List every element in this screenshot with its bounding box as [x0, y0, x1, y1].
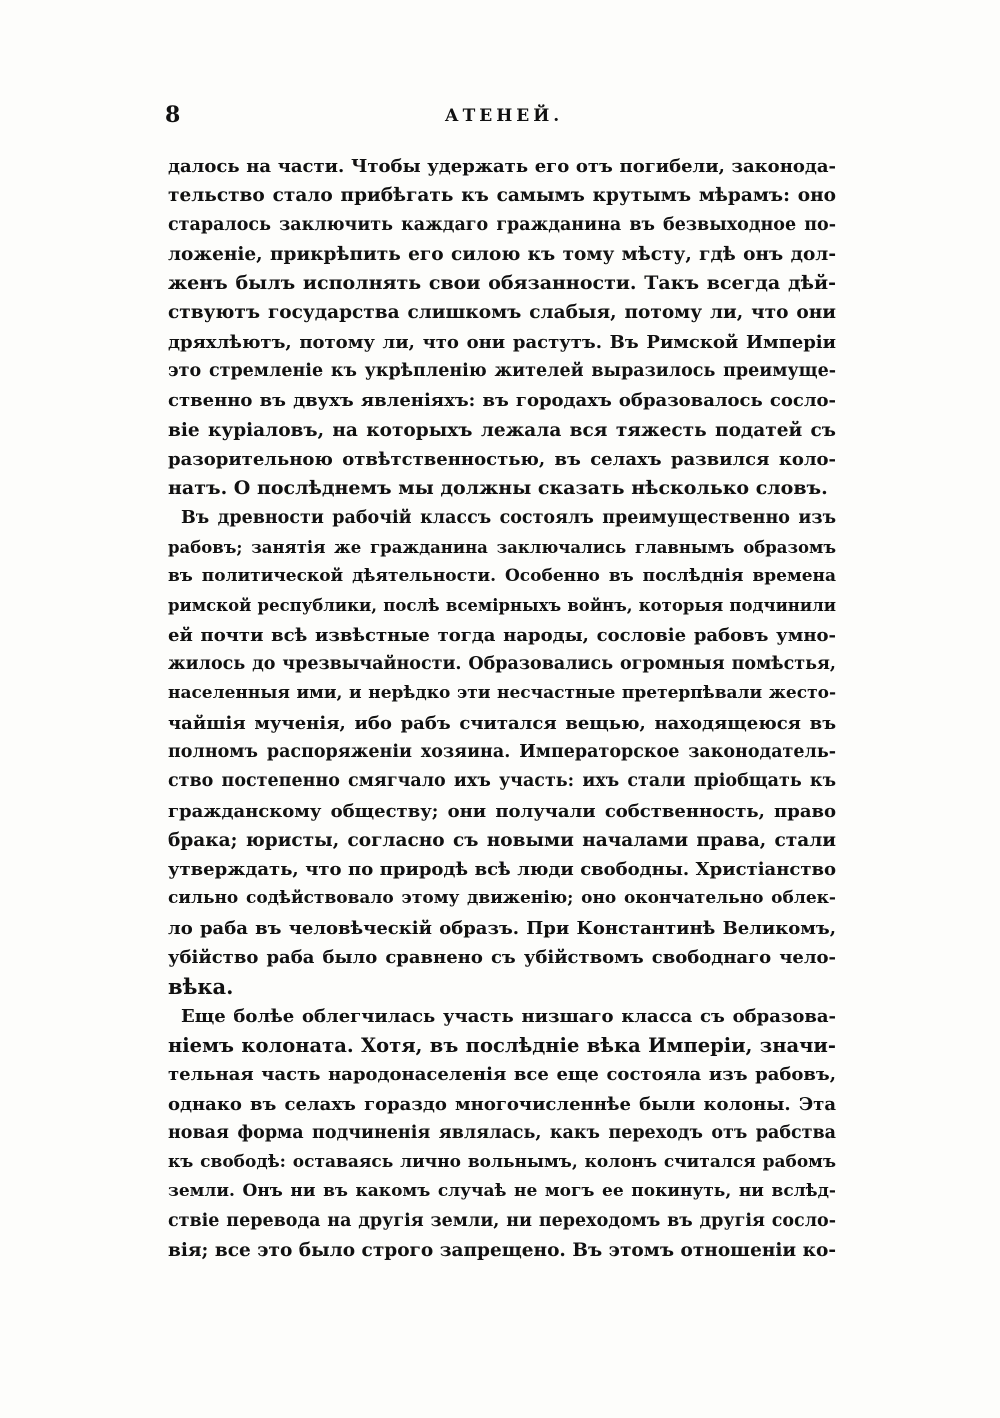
text-line: рабовъ; занятія же гражданина заключались главнымъ образомъ [168, 537, 836, 557]
text-line: утверждать, что по природѣ всѣ люди свободны. Христіанство [168, 859, 836, 881]
text-line: жилось до чрезвычайности. Образовались огромныя помѣстья, [168, 654, 836, 675]
text-line: натъ. О послѣднемъ мы должны сказать нѣсколько словъ. [168, 477, 828, 500]
text-line: тельство стало прибѣгать къ самымъ крутымъ мѣрамъ: оно [168, 185, 836, 207]
text-line: ство постепенно смягчало ихъ участь: ихъ стали пріобщать къ [168, 771, 836, 792]
text-line: ствіе перевода на другія земли, ни переходомъ въ другія сосло- [168, 1210, 836, 1231]
text-line: вѣка. [168, 974, 234, 1000]
text-line: тельная часть народонаселенія все еще состояла изъ рабовъ, [168, 1064, 836, 1086]
text-line: чайшія мученія, ибо рабъ считался вещью, находящеюся въ [168, 712, 836, 734]
text-line: однако въ селахъ гораздо многочисленнѣе были колоны. Эта [168, 1093, 836, 1115]
text-line: земли. Онъ ни въ какомъ случаѣ не могъ ее покинуть, ни вслѣд- [168, 1181, 836, 1202]
text-line: ложеніе, прикрѣпить его силою къ тому мѣсту, гдѣ онъ дол- [168, 243, 836, 265]
text-line: убійство раба было сравнено съ убійствомъ свободнаго чело- [168, 947, 836, 969]
text-line: гражданскому обществу; они получали собственность, право [168, 800, 836, 822]
text-line: ло раба въ человѣческій образъ. При Константинѣ Великомъ, [168, 917, 836, 939]
text-line: ей почти всѣ извѣстные тогда народы, сословіе рабовъ умно- [168, 624, 836, 646]
text-line: женъ былъ исполнять свои обязанности. Такъ всегда дѣй- [168, 272, 836, 295]
text-line: новая форма подчиненія являлась, какъ переходъ отъ рабства [168, 1122, 836, 1143]
text-line: разорительною отвѣтственностью, въ селахъ развился коло- [168, 448, 836, 470]
running-title: АТЕНЕЙ. [444, 106, 564, 126]
text-line: ственно въ двухъ явленіяхъ: въ городахъ образовалось сосло- [168, 390, 836, 412]
text-line: къ свободѣ: оставаясь лично вольнымъ, колонъ считался рабомъ [168, 1152, 836, 1173]
text-line: ствуютъ государства слишкомъ слабыя, потому ли, что они [168, 302, 836, 324]
text-line: полномъ распоряженіи хозяина. Императорское законодатель- [168, 741, 836, 762]
text-line: Еще болѣе облегчилась участь низшаго класса съ образова- [181, 1005, 836, 1027]
text-line: въ политической дѣятельности. Особенно въ послѣднія времена [168, 566, 836, 587]
text-line: это стремленіе къ укрѣпленію жителей выразилось преимуще- [168, 361, 836, 382]
text-line: віе куріаловъ, на которыхъ лежала вся тяжесть податей съ [168, 419, 836, 441]
text-line: старалось заключить каждаго гражданина въ безвыходное по- [168, 214, 836, 235]
paragraph [168, 152, 836, 504]
text-line: брака; юристы, согласно съ новыми началами права, стали [168, 829, 836, 851]
text-line: далось на части. Чтобы удержать его отъ погибели, законода- [168, 156, 836, 177]
text-line: ніемъ колоната. Хотя, въ послѣдніе вѣка Имперіи, значи- [168, 1033, 836, 1057]
text-line: вія; все это было строго запрещено. Въ этомъ отношеніи ко- [168, 1239, 836, 1261]
text-line: римской республики, послѣ всемірныхъ войнъ, которыя подчинили [168, 596, 836, 616]
text-line: населенныя ими, и нерѣдко эти несчастные претерпѣвали жесто- [168, 683, 836, 704]
text-line: Въ древности рабочій классъ состоялъ преимущественно изъ [181, 507, 836, 528]
body-text [168, 152, 836, 1265]
paragraph [168, 1002, 836, 1266]
page-number: 8 [165, 102, 181, 128]
text-line: дряхлѣютъ, потому ли, что они растутъ. Въ Римской Имперіи [168, 331, 836, 353]
paragraph [168, 504, 836, 1002]
text-line: сильно содѣйствовало этому движенію; оно окончательно облек- [168, 888, 836, 909]
